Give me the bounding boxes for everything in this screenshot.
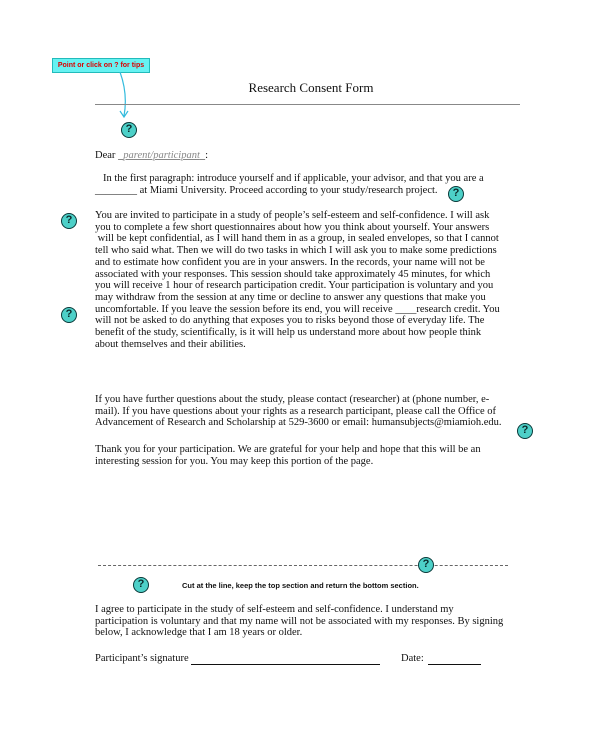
cut-line	[98, 565, 508, 566]
recipient-placeholder[interactable]: parent/participant	[123, 150, 200, 161]
title-divider	[95, 104, 520, 105]
help-tip-icon[interactable]: ?	[448, 186, 464, 202]
help-tip-icon[interactable]: ?	[61, 307, 77, 323]
signature-field[interactable]	[191, 664, 380, 665]
intro-paragraph: In the first paragraph: introduce yourself and if applicable, your advisor, and that you are a ________ at Miami University. Proceed according to your study/research project.	[95, 173, 484, 196]
help-tip-icon[interactable]: ?	[517, 423, 533, 439]
tip-banner[interactable]: Point or click on ? for tips	[52, 58, 150, 73]
salutation: Dear parent/participant :	[95, 150, 209, 161]
help-tip-icon[interactable]: ?	[121, 122, 137, 138]
invitation-paragraph: You are invited to participate in a study of people’s self-esteem and self-confidence. I will ask you to complete a few short questionnaires about how you think about yourself. Your answers will be kept confidential, as I will hand them in as a group, in sealed envelopes, so that I cannot tell who said what. Then we will do two tasks in which I will ask you to make some predictions and to estimate how confident you are in your answers. In the records, your name will not be associated with your responses. This session should take approximately 45 minutes, for which you will receive 1 hour of research participation credit. Your participation is voluntary and you may withdraw from the session at any time or decline to answer any questions that make you uncomfortable. If you leave the session before its end, you will receive ____research credit. You will not be asked to do anything that exposes you to risks beyond those of everyday life. The benefit of the study, scientifically, is it will help us understand more about how people think about themselves and their abilities.	[95, 210, 500, 350]
thanks-paragraph: Thank you for your participation. We are grateful for your help and hope that this will be an interesting session for you. You may keep this portion of the page.	[95, 444, 481, 467]
page-title: Research Consent Form	[248, 80, 374, 95]
date-field[interactable]	[428, 664, 481, 665]
questions-paragraph: If you have further questions about the study, please contact (researcher) at (phone number, e- mail). If you have questions about your rights as a research participant, please call the Office of Advancement of Research and Scholarship at 529-3600 or email: humansubjects@miamioh.edu.	[95, 394, 502, 429]
signature-label: Participant’s signature	[95, 653, 189, 664]
help-tip-icon[interactable]: ?	[418, 557, 434, 573]
agreement-paragraph: I agree to participate in the study of self-esteem and self-confidence. I understand my participation is voluntary and that my name will not be associated with my responses. By signing below, I acknowledge that I am 18 years or older.	[95, 604, 504, 639]
help-tip-icon[interactable]: ?	[61, 213, 77, 229]
date-label: Date:	[401, 653, 424, 664]
help-tip-icon[interactable]: ?	[133, 577, 149, 593]
cut-instruction: Cut at the line, keep the top section and return the bottom section.	[182, 581, 419, 590]
